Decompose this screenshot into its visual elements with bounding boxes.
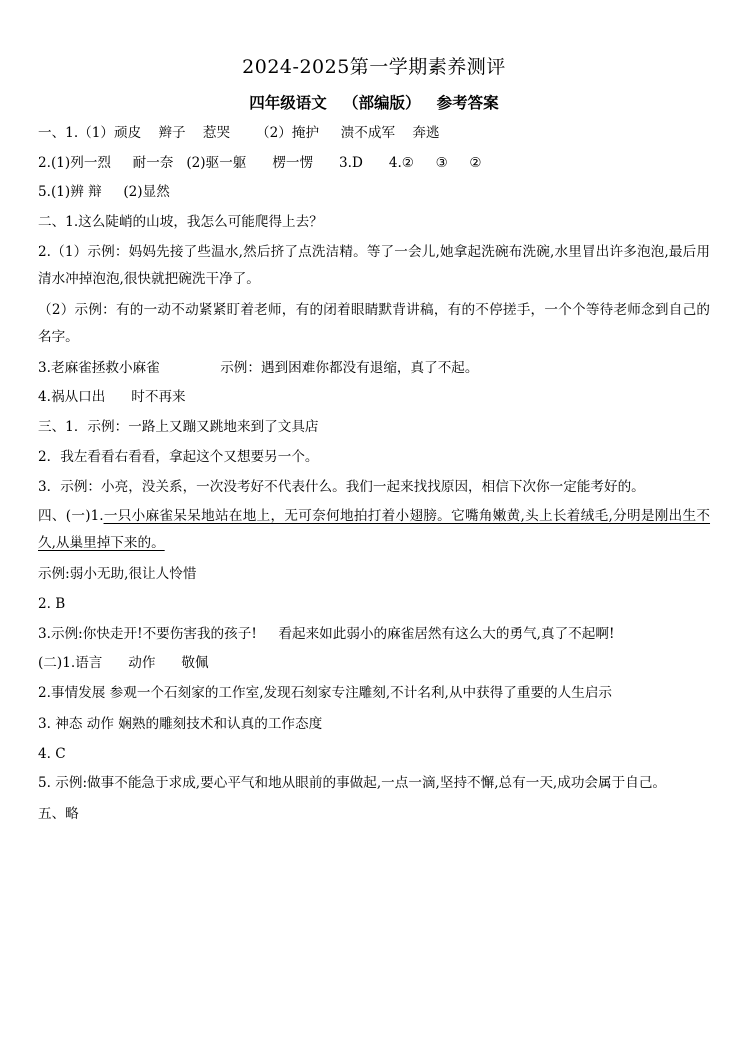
section-4-part-2-question-3: 3. 神态 动作 娴熟的雕刻技术和认真的工作态度 — [38, 715, 323, 732]
section-2-question-2-part-1: 2.（1）示例：妈妈先接了些温水,然后挤了点洗洁精。等了一会儿,她拿起洗碗布洗碗,水里冒出许多泡泡,最后用清水冲掉泡泡,很快就把碗洗干净了。 — [38, 243, 710, 287]
underlined-answer: 一只小麻雀呆呆地站在地上，无可奈何地拍打着小翅膀。它嘴角嫩黄,头上长着绒毛,分明是刚出生不久,从巢里掉下来的。 — [38, 508, 711, 552]
section-4-part-1-question-1-example: 示例:弱小无助,很让人怜惜 — [38, 566, 197, 583]
section-4-part-2-question-1: (二)1.语言 动作 敬佩 — [38, 655, 209, 672]
section-1-question-5: 5.(1)辨 辩 (2)显然 — [38, 184, 170, 201]
section-1-question-1: 一、1.（1）顽皮 辫子 惹哭 （2）掩护 溃不成军 奔逃 — [38, 125, 440, 141]
section-3-question-1: 三、1．示例：一路上又蹦又跳地来到了文具店 — [38, 419, 319, 436]
section-4-part-2-question-2: 2.事情发展 参观一个石刻家的工作室,发现石刻家专注雕刻,不计名利,从中获得了重要的人生启示 — [38, 684, 613, 701]
section-3-question-3: 3．示例：小亮，没关系，一次没考好不代表什么。我们一起来找找原因，相信下次你一定能考好的。 — [38, 478, 645, 495]
section-2-question-4: 4.祸从口出 时不再来 — [38, 389, 186, 406]
page-title: 2024-2025第一学期素养测评 — [242, 56, 506, 78]
question-prefix: 四、(一)1. — [38, 508, 104, 525]
section-2-question-3: 3.老麻雀拯救小麻雀 示例：遇到困难你都没有退缩，真了不起。 — [38, 359, 479, 376]
section-1-question-2-4: 2.(1)列一烈 耐一奈 (2)驱一躯 楞一愣 3.D 4.② ③ ② — [38, 154, 482, 171]
section-5: 五、略 — [38, 806, 79, 823]
answer-content — [38, 120, 710, 831]
page-subtitle: 四年级语文 （部编版） 参考答案 — [249, 93, 499, 112]
section-4-part-1-question-1 — [38, 503, 710, 557]
section-2-question-1: 二、1.这么陡峭的山坡，我怎么可能爬得上去？ — [38, 214, 323, 231]
section-4-part-2-question-5: 5. 示例:做事不能急于求成,要心平气和地从眼前的事做起,一点一滴,坚持不懈,总有一天,成功会属于自己。 — [38, 775, 667, 792]
section-4-part-1-question-3: 3.示例:你快走开!不要伤害我的孩子! 看起来如此弱小的麻雀居然有这么大的勇气,真了不起啊! — [38, 625, 615, 642]
section-3-question-2: 2．我左看看右看看，拿起这个又想要另一个。 — [38, 448, 319, 465]
section-4-part-1-question-2: 2. B — [38, 595, 66, 612]
section-4-part-2-question-4: 4. C — [38, 745, 66, 762]
section-2-question-2-part-2: （2）示例：有的一动不动紧紧盯着老师，有的闭着眼睛默背讲稿，有的不停搓手，一个个等待老师念到自己的名字。 — [38, 301, 710, 345]
